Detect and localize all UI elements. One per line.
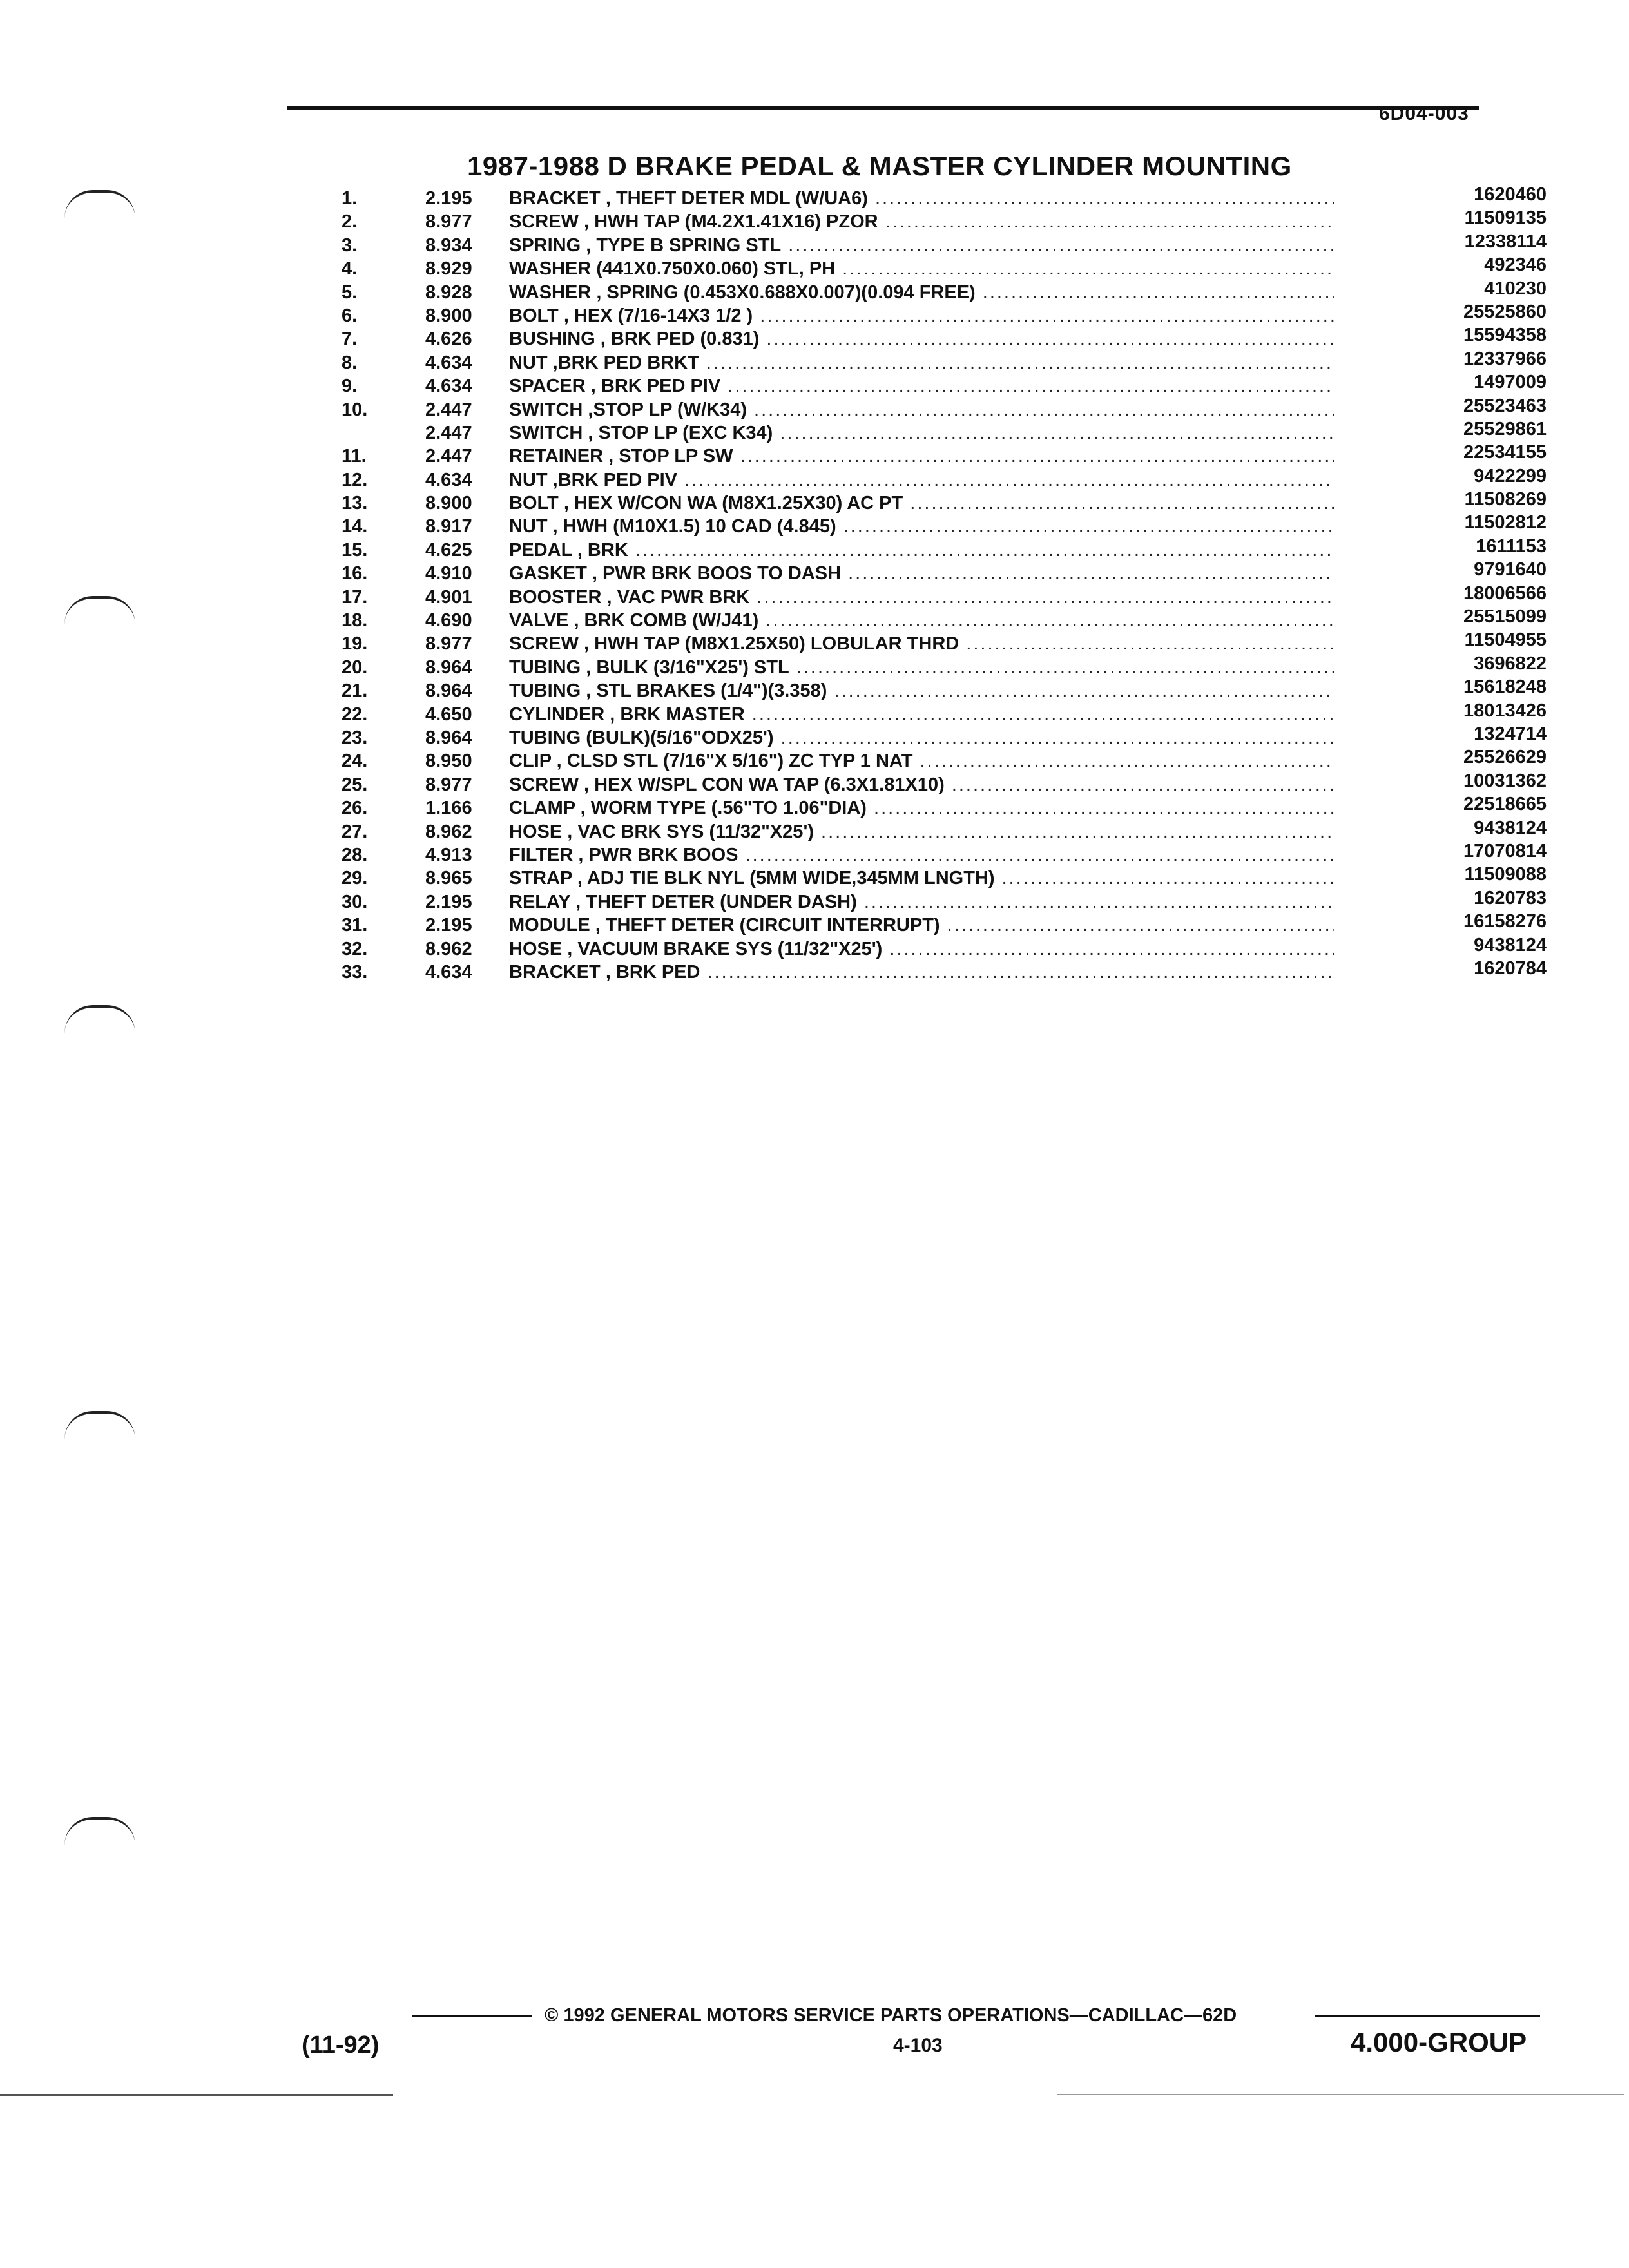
part-number: 11509135 bbox=[1464, 207, 1547, 229]
group-number: 4.634 bbox=[425, 376, 472, 397]
part-number: 1497009 bbox=[1474, 372, 1547, 393]
part-number: 25515099 bbox=[1463, 606, 1547, 628]
item-number: 23. bbox=[342, 727, 368, 748]
item-number: 31. bbox=[342, 915, 368, 936]
group-number: 2.195 bbox=[425, 915, 472, 936]
group-number: 8.964 bbox=[425, 657, 472, 678]
item-number: 2. bbox=[342, 211, 358, 233]
group-number: 2.195 bbox=[425, 188, 472, 209]
item-number: 8. bbox=[342, 352, 358, 373]
group-number: 2.447 bbox=[425, 399, 472, 420]
parts-list bbox=[322, 184, 1547, 984]
part-number: 11502812 bbox=[1464, 512, 1547, 533]
group-number: 8.934 bbox=[425, 235, 472, 256]
item-number: 10. bbox=[342, 399, 368, 420]
revision-date: (11-92) bbox=[302, 2032, 380, 2059]
group-number: 8.964 bbox=[425, 680, 472, 702]
part-number: 9422299 bbox=[1474, 465, 1547, 486]
part-number: 12337966 bbox=[1463, 348, 1547, 369]
item-number: 32. bbox=[342, 938, 368, 959]
item-number: 5. bbox=[342, 282, 358, 303]
part-number: 410230 bbox=[1484, 278, 1547, 299]
part-description: CYLINDER , BRK MASTER ..... bbox=[509, 703, 1334, 726]
item-number: 12. bbox=[342, 469, 368, 490]
part-number: 22518665 bbox=[1463, 794, 1547, 815]
group-number: 8.962 bbox=[425, 821, 472, 842]
part-description: FILTER , PWR BRK BOOS ..... bbox=[509, 843, 1334, 867]
item-number: 14. bbox=[342, 516, 368, 537]
group-number: 8.964 bbox=[425, 727, 472, 748]
binder-hole-mark bbox=[64, 1005, 135, 1033]
part-number: 15618248 bbox=[1463, 677, 1547, 698]
group-number: 8.977 bbox=[425, 211, 472, 233]
part-description: SCREW , HWH TAP (M4.2X1.41X16) PZOR ..... bbox=[509, 210, 1334, 233]
part-number: 492346 bbox=[1484, 255, 1547, 276]
part-number: 11504955 bbox=[1464, 629, 1547, 651]
part-number: 9438124 bbox=[1474, 934, 1547, 956]
part-description: CLIP , CLSD STL (7/16"X 5/16") ZC TYP 1 NAT ..... bbox=[509, 749, 1334, 773]
item-number: 7. bbox=[342, 329, 358, 350]
part-description: WASHER (441X0.750X0.060) STL, PH ..... bbox=[509, 257, 1334, 280]
part-number: 25525860 bbox=[1463, 301, 1547, 322]
part-description: TUBING , BULK (3/16"X25') STL ..... bbox=[509, 656, 1334, 679]
part-description: RELAY , THEFT DETER (UNDER DASH) ..... bbox=[509, 890, 1334, 914]
item-number: 27. bbox=[342, 821, 368, 842]
group-number: 4.626 bbox=[425, 329, 472, 350]
group-number: 8.950 bbox=[425, 751, 472, 772]
part-description: SPRING , TYPE B SPRING STL ..... bbox=[509, 234, 1334, 257]
part-number: 12338114 bbox=[1464, 231, 1547, 252]
part-number: 11509088 bbox=[1464, 864, 1547, 885]
part-description: SWITCH , STOP LP (EXC K34) ..... bbox=[509, 421, 1334, 445]
binder-hole-mark bbox=[64, 596, 135, 624]
part-number: 22534155 bbox=[1463, 442, 1547, 463]
group-number: 4.634 bbox=[425, 469, 472, 490]
part-description: MODULE , THEFT DETER (CIRCUIT INTERRUPT) ..... bbox=[509, 914, 1334, 937]
part-number: 1324714 bbox=[1474, 723, 1547, 744]
group-number: 1.166 bbox=[425, 798, 472, 819]
group-number: 4.650 bbox=[425, 704, 472, 725]
part-description: SCREW , HWH TAP (M8X1.25X50) LOBULAR THRD ..... bbox=[509, 632, 1334, 655]
group-number: 8.900 bbox=[425, 493, 472, 514]
bottom-rule-right bbox=[1057, 2094, 1624, 2095]
part-description: BRACKET , BRK PED ..... bbox=[509, 961, 1334, 984]
item-number: 20. bbox=[342, 657, 368, 678]
item-number: 29. bbox=[342, 868, 368, 889]
part-description: NUT , HWH (M10X1.5) 10 CAD (4.845) ..... bbox=[509, 515, 1334, 538]
item-number: 6. bbox=[342, 305, 358, 326]
part-description: NUT ,BRK PED BRKT ..... bbox=[509, 351, 1334, 374]
part-description: TUBING , STL BRAKES (1/4")(3.358) ..... bbox=[509, 679, 1334, 702]
part-description: RETAINER , STOP LP SW ..... bbox=[509, 445, 1334, 468]
item-number: 9. bbox=[342, 376, 358, 397]
footer-rule-right bbox=[1315, 2015, 1540, 2017]
part-description: STRAP , ADJ TIE BLK NYL (5MM WIDE,345MM LNGTH) ..... bbox=[509, 867, 1334, 890]
part-number: 25526629 bbox=[1463, 747, 1547, 768]
part-number: 25529861 bbox=[1463, 418, 1547, 439]
binder-hole-mark bbox=[64, 1817, 135, 1845]
item-number: 11. bbox=[342, 446, 367, 467]
page-number: 4-103 bbox=[893, 2035, 943, 2056]
part-number: 1611153 bbox=[1476, 535, 1547, 557]
part-description: BUSHING , BRK PED (0.831) ..... bbox=[509, 327, 1334, 351]
part-number: 18006566 bbox=[1463, 582, 1547, 604]
part-description: BOLT , HEX (7/16-14X3 1/2 ) ..... bbox=[509, 304, 1334, 327]
part-description: BOOSTER , VAC PWR BRK ..... bbox=[509, 586, 1334, 609]
part-number: 18013426 bbox=[1463, 700, 1547, 721]
item-number: 13. bbox=[342, 493, 368, 514]
binder-hole-mark bbox=[64, 190, 135, 218]
part-description: HOSE , VACUUM BRAKE SYS (11/32"X25') ..... bbox=[509, 937, 1334, 961]
part-row bbox=[322, 957, 1547, 984]
part-number: 15594358 bbox=[1463, 325, 1547, 346]
part-number: 16158276 bbox=[1463, 911, 1547, 932]
copyright-notice: © 1992 GENERAL MOTORS SERVICE PARTS OPERATIONS—CADILLAC—62D bbox=[545, 2005, 1237, 2026]
section-code: 6D04-003 bbox=[1379, 103, 1469, 124]
group-number: 4.690 bbox=[425, 610, 472, 631]
binder-hole-mark bbox=[64, 1411, 135, 1439]
item-number: 15. bbox=[342, 539, 368, 561]
part-description: GASKET , PWR BRK BOOS TO DASH ..... bbox=[509, 562, 1334, 585]
item-number: 22. bbox=[342, 704, 368, 725]
group-number: 2.447 bbox=[425, 446, 472, 467]
part-number: 25523463 bbox=[1463, 395, 1547, 416]
item-number: 21. bbox=[342, 680, 368, 702]
part-description: PEDAL , BRK ..... bbox=[509, 539, 1334, 562]
part-description: BRACKET , THEFT DETER MDL (W/UA6) ..... bbox=[509, 187, 1334, 210]
group-number: 8.977 bbox=[425, 633, 472, 655]
item-number: 30. bbox=[342, 891, 368, 912]
page-title: 1987-1988 D BRAKE PEDAL & MASTER CYLINDER MOUNTING bbox=[467, 151, 1292, 181]
header-rule bbox=[287, 106, 1479, 110]
part-number: 3696822 bbox=[1474, 653, 1547, 674]
part-description: SPACER , BRK PED PIV ..... bbox=[509, 374, 1334, 398]
group-number: 2.447 bbox=[425, 422, 472, 443]
item-number: 25. bbox=[342, 774, 368, 795]
group-number: 4.901 bbox=[425, 586, 472, 608]
part-number: 1620460 bbox=[1474, 184, 1547, 205]
group-number: 4.910 bbox=[425, 563, 472, 584]
part-number: 10031362 bbox=[1463, 770, 1547, 791]
part-description: CLAMP , WORM TYPE (.56"TO 1.06"DIA) ..... bbox=[509, 796, 1334, 820]
item-number: 26. bbox=[342, 798, 368, 819]
item-number: 33. bbox=[342, 961, 368, 983]
item-number: 17. bbox=[342, 586, 368, 608]
part-number: 1620783 bbox=[1474, 887, 1547, 908]
group-label: 4.000-GROUP bbox=[1351, 2027, 1527, 2057]
part-description: VALVE , BRK COMB (W/J41) ..... bbox=[509, 609, 1334, 632]
group-number: 4.634 bbox=[425, 961, 472, 983]
group-number: 4.634 bbox=[425, 352, 472, 373]
item-number: 28. bbox=[342, 844, 368, 865]
item-number: 3. bbox=[342, 235, 358, 256]
group-number: 4.913 bbox=[425, 844, 472, 865]
group-number: 8.917 bbox=[425, 516, 472, 537]
group-number: 8.965 bbox=[425, 868, 472, 889]
part-number: 17070814 bbox=[1463, 840, 1547, 861]
item-number: 1. bbox=[342, 188, 358, 209]
group-number: 8.962 bbox=[425, 938, 472, 959]
item-number: 4. bbox=[342, 258, 358, 280]
part-number: 9438124 bbox=[1474, 817, 1547, 838]
part-number: 9791640 bbox=[1474, 559, 1547, 581]
part-description: SCREW , HEX W/SPL CON WA TAP (6.3X1.81X10) ..... bbox=[509, 773, 1334, 796]
group-number: 8.929 bbox=[425, 258, 472, 280]
bottom-rule bbox=[0, 2094, 393, 2096]
part-description: WASHER , SPRING (0.453X0.688X0.007)(0.094 FREE) ..... bbox=[509, 281, 1334, 304]
group-number: 8.928 bbox=[425, 282, 472, 303]
item-number: 19. bbox=[342, 633, 368, 655]
group-number: 2.195 bbox=[425, 891, 472, 912]
group-number: 8.900 bbox=[425, 305, 472, 326]
footer-rule-left bbox=[412, 2015, 532, 2017]
part-number: 11508269 bbox=[1464, 489, 1547, 510]
item-number: 18. bbox=[342, 610, 368, 631]
part-number: 1620784 bbox=[1474, 957, 1547, 979]
part-description: NUT ,BRK PED PIV ..... bbox=[509, 468, 1334, 492]
part-description: TUBING (BULK)(5/16"ODX25') ..... bbox=[509, 726, 1334, 749]
part-description: SWITCH ,STOP LP (W/K34) ..... bbox=[509, 398, 1334, 421]
item-number: 16. bbox=[342, 563, 368, 584]
part-description: BOLT , HEX W/CON WA (M8X1.25X30) AC PT ..... bbox=[509, 492, 1334, 515]
group-number: 8.977 bbox=[425, 774, 472, 795]
item-number: 24. bbox=[342, 751, 368, 772]
group-number: 4.625 bbox=[425, 539, 472, 561]
part-description: HOSE , VAC BRK SYS (11/32"X25') ..... bbox=[509, 820, 1334, 843]
